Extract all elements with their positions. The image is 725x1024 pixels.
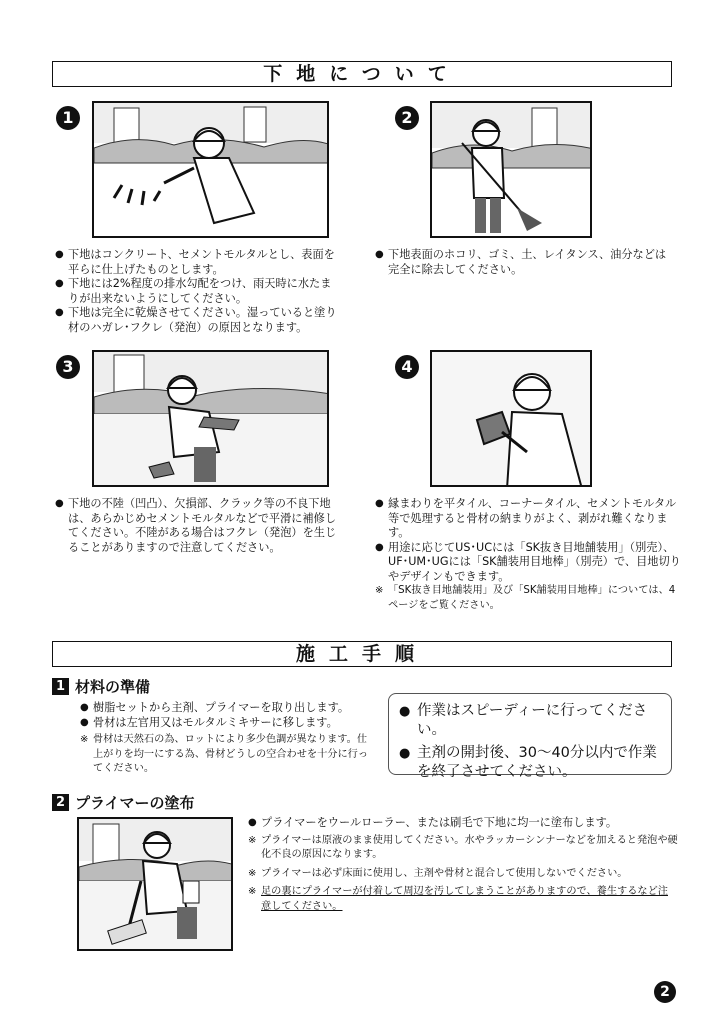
callout-list (399, 702, 661, 782)
step-1-title: 材料の準備 (75, 678, 151, 696)
item-1-list (55, 248, 340, 335)
note-underlined-text: 足の裏にプライマーが付着して周辺を汚してしまうことがありますので、養生するなど注意してください。 (261, 886, 668, 912)
section-title-base: 下地について (52, 61, 672, 87)
illustration-worker-pointing (92, 101, 329, 238)
callout-item: ● 作業はスピーディーに行ってください。 (399, 702, 661, 740)
list-item: ● 縁まわりを平タイル、コーナータイル、セメントモルタル等で処理すると骨材の納まりがよく、剥がれ難くなります。 (375, 497, 685, 541)
item-number-2: 2 (395, 106, 419, 130)
list-item: ● 樹脂セットから主剤、プライマーを取り出します。 (80, 701, 375, 716)
step-2-number: 2 (52, 794, 69, 811)
list-item: ● 下地には2%程度の排水勾配をつけ、雨天時に水たまりが出来ないようにしてください。 (55, 277, 340, 306)
worker-sweeping-image (432, 103, 592, 238)
worker-tile-image (432, 352, 592, 487)
note-item: ※ プライマーは必ず床面に使用し、主剤や骨材と混合して使用しないでください。 (248, 867, 678, 882)
speed-callout (388, 693, 672, 780)
note-item-underlined (248, 885, 678, 914)
list-item: ● 下地はコンクリート、セメントモルタルとし、表面を平らに仕上げたものとします。 (55, 248, 340, 277)
callout-item: ● 主剤の開封後、30～40分以内で作業を終了させてください。 (399, 744, 661, 782)
note-item: ※ 骨材は天然石の為、ロットにより多少色調が異なります。仕上がりを均一にする為、骨材どうしの空合わせを十分に行ってください。 (80, 733, 375, 777)
worker-priming-image (79, 819, 233, 951)
step-2-heading (52, 792, 195, 813)
list-item: ● 下地表面のホコリ、ゴミ、土、レイタンス、油分などは完全に除去してください。 (375, 248, 675, 277)
worker-pointing-image (94, 103, 329, 238)
step-1-heading (52, 676, 150, 697)
step-2-list (248, 816, 678, 914)
item-number-1: 1 (56, 106, 80, 130)
step-1-number: 1 (52, 678, 69, 695)
item-3-list (55, 497, 340, 555)
list-item: ● 下地は完全に乾燥させてください。湿っていると塗り材のハガレ･フクレ（発泡）の原因となります。 (55, 306, 340, 335)
step-1-list (80, 701, 375, 777)
illustration-worker-priming (77, 817, 233, 951)
step-2-title: プライマーの塗布 (75, 794, 195, 812)
item-2-list (375, 248, 675, 277)
illustration-worker-tile (430, 350, 592, 487)
note-item: ※ プライマーは原液のまま使用してください。水やラッカーシンナーなどを加えると発泡や硬化不良の原因になります。 (248, 834, 678, 863)
list-item: ● 下地の不陸（凹凸）、欠損部、クラック等の不良下地は、あらかじめセメントモルタルなどで平滑に補修してください。不陸がある場合はフクレ（発泡）を生じることがありますので注意してください。 (55, 497, 340, 555)
list-item: ● 用途に応じてUS･UCには「SK抜き目地舗装用」（別売）、UF･UM･UGには「SK舗装用目地棒」（別売）で、目地切りやデザインもできます。 (375, 541, 685, 585)
note-item: ※ 「SK抜き目地舗装用」及び「SK舗装用目地棒」については、4ページをご覧ください。 (375, 584, 685, 613)
item-number-3: 3 (56, 355, 80, 379)
item-number-4: 4 (395, 355, 419, 379)
illustration-worker-sweeping (430, 101, 592, 238)
item-4-list (375, 497, 685, 613)
list-item: ● 骨材は左官用又はモルタルミキサーに移します。 (80, 716, 375, 731)
section-title-procedure: 施工手順 (52, 641, 672, 667)
worker-repairing-image (94, 352, 329, 487)
illustration-worker-repairing (92, 350, 329, 487)
list-item: ● プライマーをウールローラー、または刷毛で下地に均一に塗布します。 (248, 816, 678, 831)
page-number: 2 (654, 981, 676, 1003)
